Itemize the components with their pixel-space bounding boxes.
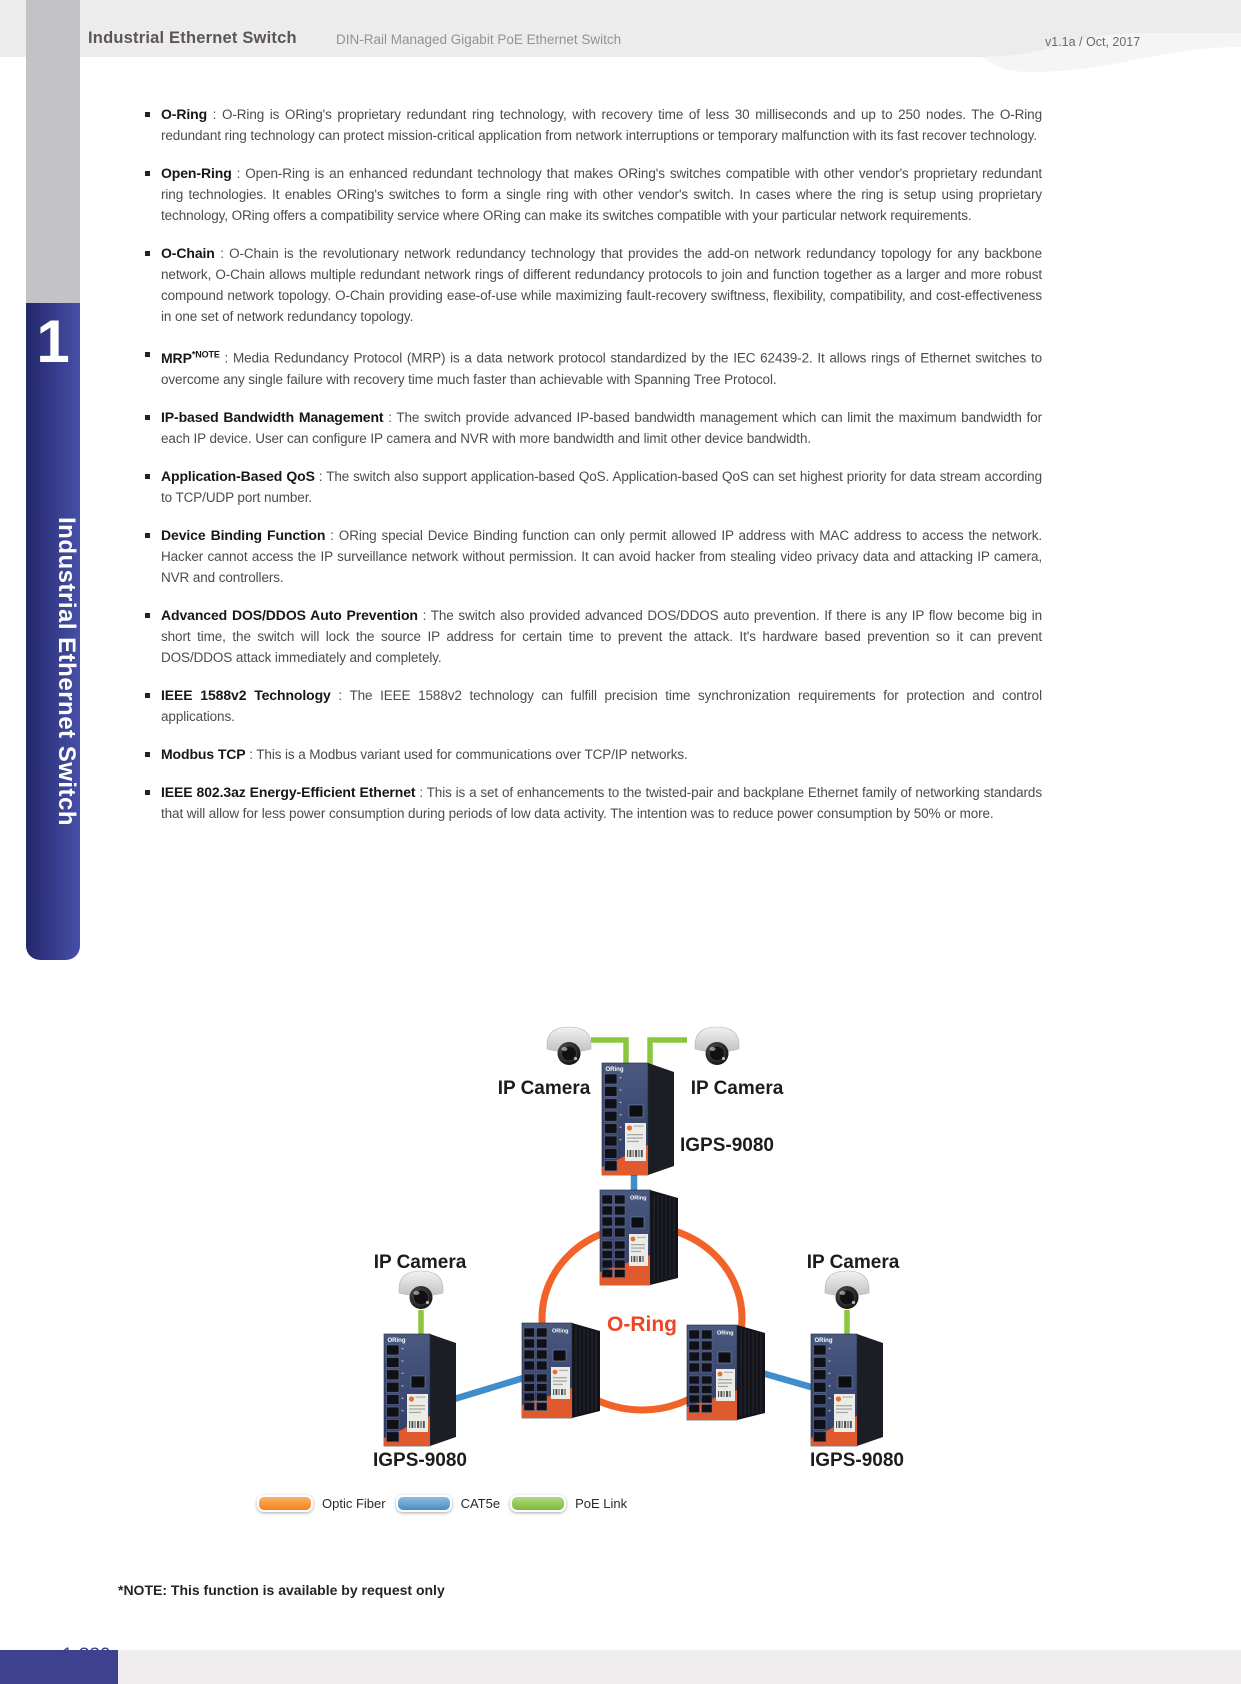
ip-camera — [399, 1271, 443, 1309]
bullet-square — [145, 693, 150, 698]
feature-item: IEEE 802.3az Energy-Efficient Ethernet : This is a set of enhancements to the twisted-pair and backplane Ethernet family of networking standards that will allow for less power consumption during periods of low data activity. The intention was to reduce power consumption by 50% or more. — [145, 782, 1042, 824]
feature-term: O-Chain — [161, 245, 215, 261]
feature-term: O-Ring — [161, 106, 208, 122]
feature-term: Application-Based QoS — [161, 467, 315, 484]
poe-cable-top-left — [591, 1040, 626, 1066]
camera-label-left: IP Camera — [373, 1252, 467, 1273]
feature-item: IP-based Bandwidth Management : The switch provide advanced IP-based bandwidth management which can limit the maximum bandwidth for each IP device. User can configure IP camera and NVR with more bandwidth and limit other device bandwidth. — [145, 407, 1042, 449]
poe-cable-top-right — [650, 1040, 687, 1066]
ip-camera — [695, 1027, 739, 1065]
edge-switch-top — [602, 1063, 674, 1175]
legend-label-cat5e: CAT5e — [460, 1496, 501, 1511]
feature-desc: This is a set of enhancements to the twisted-pair and backplane Ethernet family of networking standards that will allow for less power consumption during periods of low data activity. The intention was to reduce power consumption by 50% or more. — [161, 784, 1042, 821]
page-title: Industrial Ethernet Switch — [88, 29, 297, 47]
edge-switch-left — [384, 1334, 456, 1446]
diagram-legend — [257, 1495, 637, 1512]
switch-label-bottom-left: IGPS-9080 — [373, 1450, 467, 1471]
feature-desc: The switch also support application-based QoS. Application-based QoS can set highest priority for data stream according to TCP/UDP port number. — [161, 468, 1042, 505]
feature-desc: O-Ring is ORing's proprietary redundant ring technology, with recovery time of less 30 milliseconds and up to 250 nodes. The O-Ring redundant ring technology can protect mission-critical application from network interruptions or temporary malfunction with its fast recover technology. — [161, 107, 1042, 143]
feature-term: IEEE 802.3az Energy-Efficient Ethernet — [161, 783, 416, 800]
ip-camera — [547, 1027, 591, 1065]
chapter-number: 1 — [36, 308, 70, 375]
edge-switch-right — [811, 1334, 883, 1446]
feature-item: O-Chain : O-Chain is the revolutionary network redundancy technology that provides the add-on network redundancy topology for any backbone network, O-Chain allows multiple redundant network rings of different redundancy protocols to join and function together as a larger and more robust compound network topology. O-Chain providing ease-of-use while maximizing fault-recovery swiftness, flexibility, compatibility, and cost-effectiveness in one set of network redundancy topology. — [145, 243, 1042, 327]
bullet-square — [145, 474, 150, 479]
bullet-square — [145, 251, 150, 256]
feature-item: Open-Ring : Open-Ring is an enhanced redundant technology that makes ORing's switches compatible with other vendor's proprietary redundant ring technologies. It enables ORing's switches to form a single ring with other vendor's switch. In cases where the ring is setup using proprietary technology, ORing offers a compatibility service where ORing can make its switches compatible with your particular network requirements. — [145, 163, 1042, 226]
feature-item: Advanced DOS/DDOS Auto Prevention : The switch also provided advanced DOS/DDOS auto prevention. If there is any IP flow become big in short time, the switch will lock the source IP address for certain time to prevent the attack. It's hardware based prevention so it can prevent DOS/DDOS attack immediately and completely. — [145, 605, 1042, 668]
cat5e-cable-left — [451, 1376, 530, 1400]
feature-item: Application-Based QoS : The switch also support application-based QoS. Application-based QoS can set highest priority for data stream according to TCP/UDP port number. — [145, 466, 1042, 508]
feature-desc: This is a Modbus variant used for communications over TCP/IP networks. — [256, 746, 688, 762]
camera-label-top-left: IP Camera — [497, 1078, 591, 1099]
cat5e-swatch — [396, 1495, 452, 1512]
feature-desc: Open-Ring is an enhanced redundant technology that makes ORing's switches compatible with other vendor's proprietary redundant ring technologies. It enables ORing's switches to form a single ring with other vendor's switch. In cases where the ring is setup using proprietary technology, ORing offers a compatibility service where ORing can make its switches compatible with your particular network requirements. — [161, 166, 1043, 223]
footnote: *NOTE: This function is available by request only — [118, 1582, 445, 1598]
bullet-square — [145, 752, 150, 757]
ring-switch-top — [600, 1190, 678, 1285]
feature-item: $MRP^{*NOTE}$ : Media Redundancy Protocol (MRP) is a data network protocol standardized by the IEC 62439-2. It allows rings of Ethernet switches to overcome any single failure with recovery time much faster than achievable with Spanning Tree Protocol. — [145, 344, 1042, 390]
legend-label-optic-fiber: Optic Fiber — [322, 1496, 386, 1511]
bullet-square — [145, 171, 150, 176]
oring-topology-diagram: ORing ORing IP Camera IP Camera IGPS-9080 O-Ring IP Camera IP Camera IGPS-9080 IGPS-9080 — [333, 992, 904, 1471]
feature-term: Open-Ring — [161, 165, 232, 181]
switch-label-top: IGPS-9080 — [680, 1135, 774, 1156]
poe-link-swatch — [510, 1495, 566, 1512]
feature-item: Modbus TCP : This is a Modbus variant used for communications over TCP/IP networks. — [145, 744, 1042, 765]
version-label: v1.1a / Oct, 2017 — [1045, 35, 1141, 49]
feature-item: IEEE 1588v2 Technology : The IEEE 1588v2 technology can fulfill precision time synchronization requirements for protection and control applications. — [145, 685, 1042, 727]
camera-label-right: IP Camera — [806, 1252, 900, 1273]
bullet-square — [145, 613, 150, 618]
feature-list — [145, 104, 1042, 841]
footer-blue-block — [0, 1650, 118, 1684]
feature-desc: The switch provide advanced IP-based bandwidth management which can limit the maximum bandwidth for each IP device. User can configure IP camera and NVR with more bandwidth and limit other device bandwidth. — [161, 409, 1042, 446]
feature-term: Advanced DOS/DDOS Auto Prevention — [161, 606, 418, 623]
bullet-square — [145, 415, 150, 420]
ip-camera — [825, 1271, 869, 1309]
bullet-square — [145, 533, 150, 538]
sidebar-gray-bar — [26, 0, 80, 303]
feature-term: IP-based Bandwidth Management — [161, 408, 384, 425]
feature-term: Modbus TCP — [161, 745, 246, 762]
footer-gray-strip — [118, 1650, 1241, 1684]
switch-label-bottom-right: IGPS-9080 — [810, 1450, 904, 1471]
feature-desc: The IEEE 1588v2 technology can fulfill precision time synchronization requirements for protection and control applications. — [161, 687, 1042, 724]
feature-desc: The switch also provided advanced DOS/DDOS auto prevention. If there is any IP flow become big in short time, the switch will lock the source IP address for certain time to prevent the attack. It's hardware based prevention so it can prevent DOS/DDOS attack immediately and completely. — [161, 607, 1042, 665]
feature-term: IEEE 1588v2 Technology — [161, 686, 331, 703]
optic-fiber-swatch — [257, 1495, 313, 1512]
bullet-square — [145, 352, 150, 357]
chapter-label: Industrial Ethernet Switch — [53, 517, 80, 827]
feature-desc: O-Chain is the revolutionary network redundancy technology that provides the add-on network redundancy topology for any backbone network, O-Chain allows multiple redundant network rings of different redundancy protocols to join and function together as a larger and more robust compound network topology. O-Chain providing ease-of-use while maximizing fault-recovery swiftness, flexibility, compatibility, and cost-effectiveness in one set of network redundancy topology. — [161, 246, 1043, 324]
ring-switch-right — [687, 1325, 765, 1420]
feature-term: $MRP^{*NOTE}$ — [161, 349, 220, 366]
feature-note-superscript: *NOTE — [191, 349, 220, 359]
feature-term: Device Binding Function — [161, 526, 326, 543]
feature-item: O-Ring : O-Ring is ORing's proprietary redundant ring technology, with recovery time of less 30 milliseconds and up to 250 nodes. The O-Ring redundant ring technology can protect mission-critical application from network interruptions or temporary malfunction with its fast recover technology. — [145, 104, 1042, 146]
bullet-square — [145, 112, 150, 117]
feature-desc: ORing special Device Binding function can only permit allowed IP address with MAC address to access the network. Hacker cannot access the IP surveillance network without permission. It can avoid hacker from stealing video privacy data and attacking IP camera, NVR and controllers. — [161, 527, 1042, 585]
feature-item: Device Binding Function : ORing special Device Binding function can only permit allowed IP address with MAC address to access the network. Hacker cannot access the IP surveillance network without permission. It can avoid hacker from stealing video privacy data and attacking IP camera, NVR and controllers. — [145, 525, 1042, 588]
bullet-square — [145, 790, 150, 795]
legend-label-poe-link: PoE Link — [575, 1496, 628, 1511]
oring-label: O-Ring — [607, 1313, 677, 1336]
page-subtitle: DIN-Rail Managed Gigabit PoE Ethernet Switch — [336, 32, 622, 47]
feature-desc: Media Redundancy Protocol (MRP) is a data network protocol standardized by the IEC 62439-2. It allows rings of Ethernet switches to overcome any single failure with recovery time much faster than achievable with Spanning Tree Protocol. — [161, 350, 1042, 387]
camera-label-top-right: IP Camera — [690, 1078, 784, 1099]
ring-switch-left — [522, 1323, 600, 1418]
